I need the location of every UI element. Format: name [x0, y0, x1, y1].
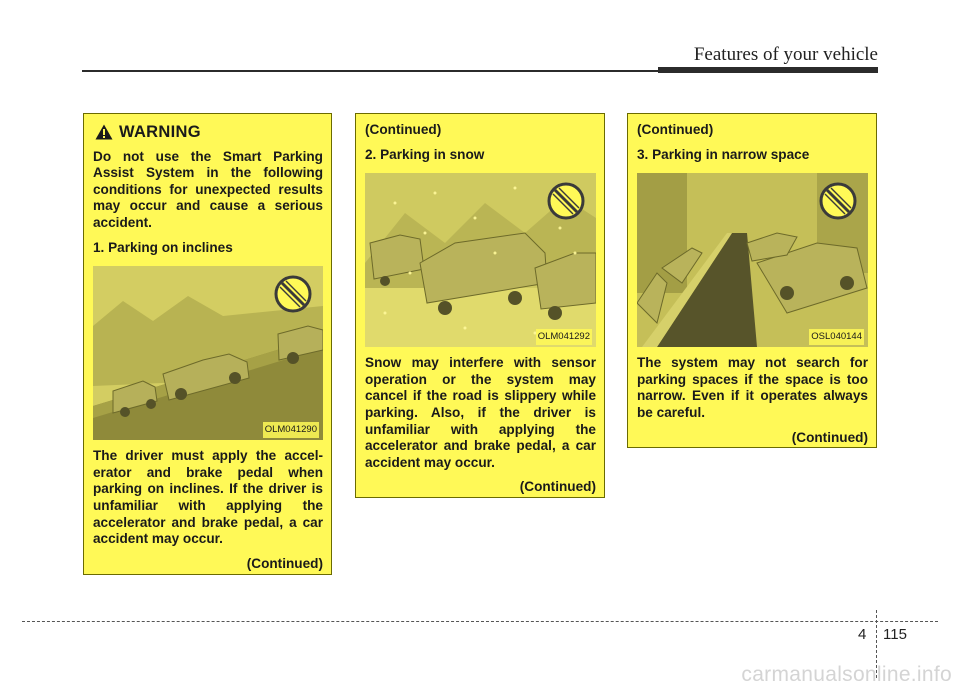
page-number: 115 — [883, 626, 907, 643]
illustration-snow — [365, 173, 596, 347]
section-body: The driver must apply the accel-erator and brake pedal when parking on inclines. If the driver is unfamiliar with applying the accelerator and brake pedal, a car accident may occur. — [93, 448, 323, 547]
continued-label-top: (Continued) — [365, 122, 442, 137]
illustration-narrow-space — [637, 173, 868, 347]
page-header-title: Features of your vehicle — [693, 44, 878, 65]
figure-code: OSL040144 — [809, 329, 864, 346]
chapter-number: 4 — [858, 626, 867, 643]
continued-label: (Continued) — [791, 429, 868, 445]
warning-panel-snow — [355, 113, 605, 498]
section-body: The system may not search for parking spaces if the space is too narrow. Even if it operates always be careful. — [637, 355, 868, 420]
figure-code: OLM041290 — [263, 422, 319, 439]
warning-panel-inclines — [83, 113, 332, 575]
illustration-incline — [93, 266, 323, 440]
footer-rule — [22, 621, 938, 622]
warning-panel-narrow-space — [627, 113, 877, 448]
section-heading: 2. Parking in snow — [365, 146, 485, 162]
section-heading: 3. Parking in narrow space — [637, 146, 810, 162]
prohibition-sign-icon — [546, 181, 586, 221]
continued-label: (Continued) — [519, 479, 596, 495]
continued-label-top: (Continued) — [637, 122, 714, 137]
header-rule-accent — [658, 67, 878, 73]
warning-label: WARNING — [119, 123, 201, 141]
continued-label: (Continued) — [246, 555, 323, 571]
watermark: carmanualsonline.info — [741, 663, 952, 686]
warning-heading — [95, 124, 323, 141]
section-heading: 1. Parking on inclines — [93, 239, 233, 255]
prohibition-sign-icon — [273, 274, 313, 314]
warning-intro: Do not use the Smart Parking Assist System in the following conditions for unexpected results may occur and cause a serious accident. — [93, 148, 323, 230]
section-body: Snow may interfere with sensor operation or the system may cancel if the road is slippery while parking. Also, if the driver is unfamiliar with applying the accelerator and brake pedal, a car accident may occur. — [365, 355, 596, 470]
prohibition-sign-icon — [818, 181, 858, 221]
figure-code: OLM041292 — [536, 329, 592, 346]
warning-triangle-icon — [95, 124, 113, 140]
